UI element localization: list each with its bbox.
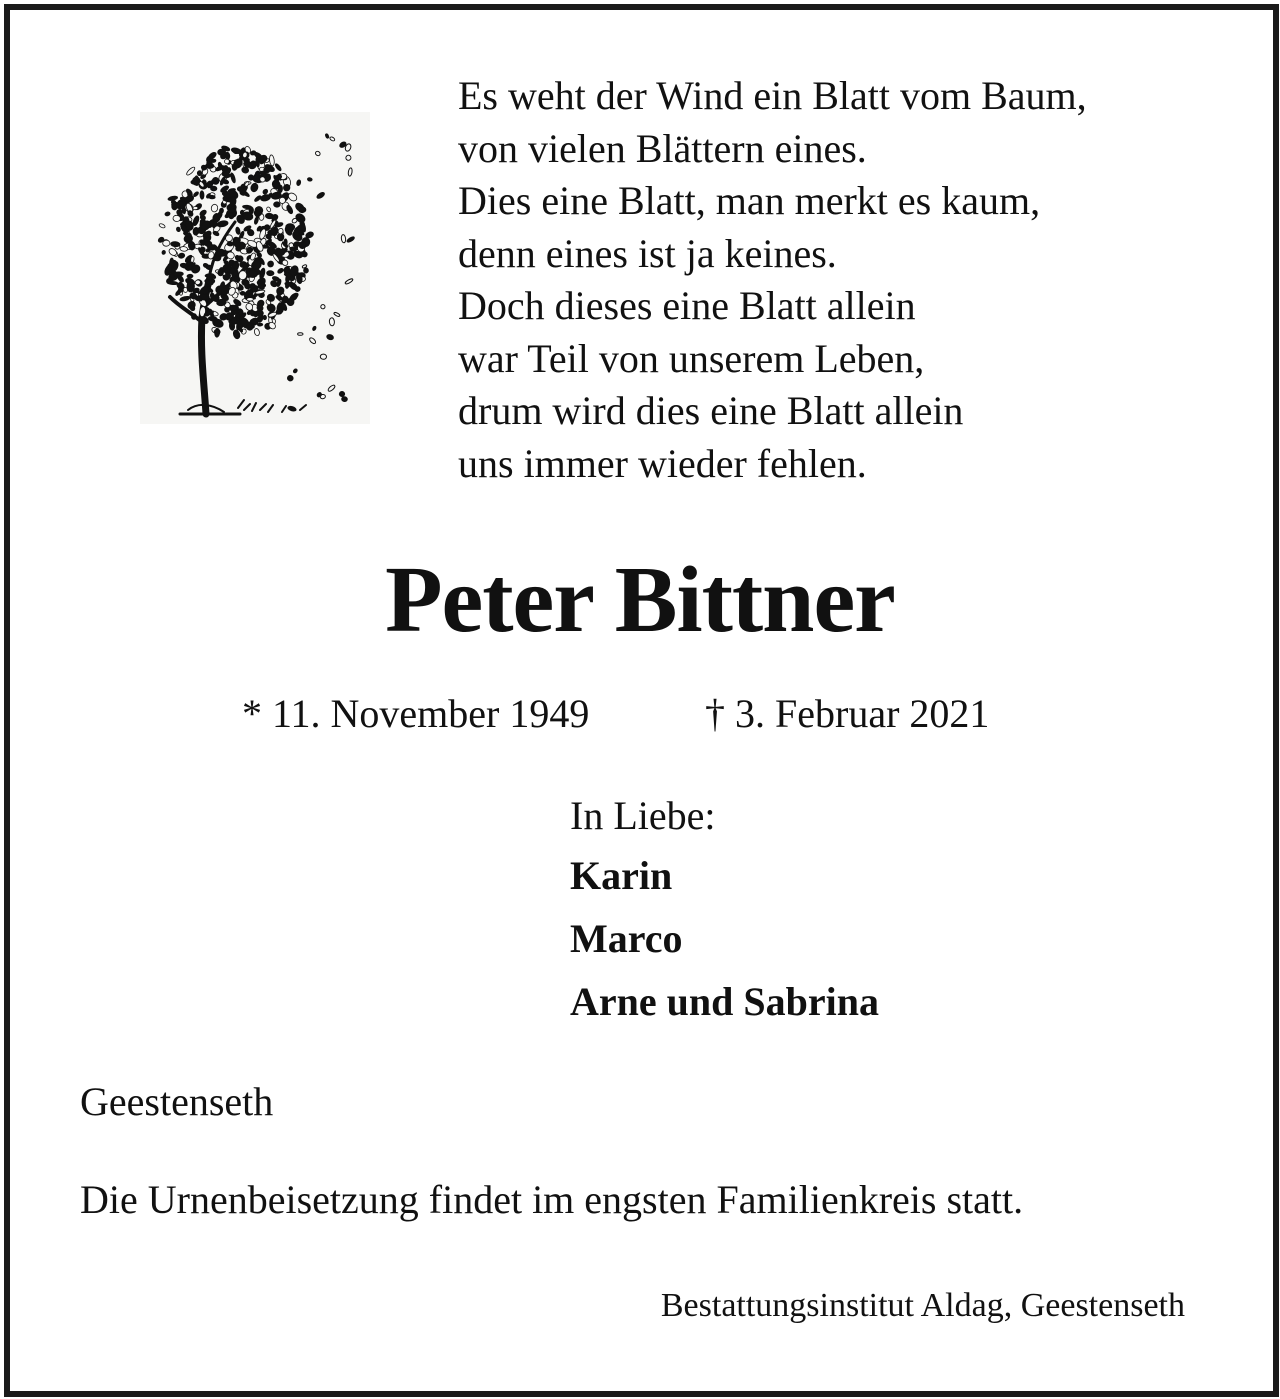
- leaf: [193, 206, 198, 209]
- leaf: [287, 191, 298, 202]
- falling-leaf: [287, 406, 296, 412]
- leaf: [235, 227, 241, 235]
- falling-leaf: [320, 354, 326, 359]
- leaf: [214, 328, 220, 337]
- leaf: [260, 194, 271, 202]
- leaf: [277, 267, 284, 274]
- mourner-name: Arne und Sabrina: [570, 979, 879, 1024]
- leaf: [225, 152, 230, 159]
- leaf: [218, 149, 224, 155]
- place-name: Geestenseth: [80, 1079, 274, 1124]
- falling-leaf: [329, 318, 335, 326]
- leaf: [179, 296, 190, 302]
- falling-leaf: [312, 326, 317, 331]
- leaf: [185, 166, 195, 176]
- leaf: [180, 246, 188, 251]
- poem-line: Dies eine Blatt, man merkt es kaum,: [458, 178, 1041, 223]
- poem-line: war Teil von unserem Leben,: [458, 335, 925, 381]
- poem-line: drum wird dies eine Blatt allein: [458, 388, 964, 433]
- leaf: [274, 163, 282, 172]
- leaf: [267, 260, 275, 268]
- falling-leaf: [333, 312, 340, 317]
- falling-leaf: [341, 396, 347, 401]
- mourners-block: [570, 788, 879, 1033]
- leaf: [289, 295, 298, 302]
- leaf: [227, 242, 233, 247]
- leaf: [298, 207, 306, 213]
- leaf: [259, 268, 266, 280]
- poem-line: Es weht der Wind ein Blatt vom Baum,: [458, 73, 1087, 118]
- poem-line: uns immer wieder fehlen.: [458, 440, 867, 486]
- falling-leaf: [325, 133, 329, 138]
- leaf: [249, 207, 254, 214]
- mourners-intro: In Liebe:: [570, 793, 716, 838]
- leaf: [254, 216, 259, 224]
- leaf: [211, 204, 219, 213]
- falling-leaf: [329, 136, 335, 141]
- falling-leaf: [341, 234, 346, 243]
- leaf: [197, 171, 202, 176]
- falling-leaf: [327, 384, 336, 392]
- leaf: [208, 316, 218, 322]
- leaf: [257, 323, 263, 326]
- leaf: [286, 204, 294, 214]
- leaf: [217, 211, 223, 219]
- leaf: [164, 211, 170, 216]
- falling-leaf: [345, 154, 352, 161]
- leaf: [199, 209, 208, 217]
- leaf: [176, 227, 181, 233]
- falling-leaf: [326, 334, 334, 341]
- burial-notice: Die Urnenbeisetzung findet im engsten Familienkreis statt.: [80, 1177, 1024, 1222]
- falling-leaf: [309, 337, 317, 345]
- death-date: † 3. Februar 2021: [705, 691, 990, 736]
- leaf: [254, 328, 260, 336]
- leaf: [247, 297, 254, 301]
- leaf: [266, 206, 272, 212]
- leaf: [213, 295, 219, 302]
- falling-leaf: [345, 278, 354, 285]
- poem-line: von vielen Blättern eines.: [458, 125, 867, 171]
- leaf: [200, 247, 205, 253]
- leaf: [162, 240, 170, 246]
- leaf: [262, 188, 269, 195]
- leaf: [200, 191, 204, 200]
- windblown-tree-icon: [140, 112, 370, 424]
- poem: [458, 70, 1218, 490]
- leaf: [173, 215, 181, 222]
- leaf: [230, 172, 236, 183]
- falling-leaf: [320, 304, 326, 310]
- leaf: [210, 186, 217, 191]
- falling-leaf: [287, 375, 294, 381]
- leaf: [213, 256, 221, 261]
- undertaker-credit: Bestattungsinstitut Aldag, Geestenseth: [660, 1287, 1185, 1324]
- leaf: [229, 212, 235, 218]
- leaf: [303, 268, 308, 274]
- leaf: [178, 253, 185, 259]
- falling-leaf: [307, 177, 312, 181]
- falling-leaf: [315, 151, 321, 157]
- falling-leaf: [293, 368, 298, 373]
- leaf: [187, 274, 193, 278]
- leaf: [263, 315, 267, 320]
- leaf: [191, 313, 197, 319]
- leaf: [230, 196, 237, 206]
- birth-date: * 11. November 1949: [242, 691, 590, 736]
- mourner-name: Karin: [570, 853, 673, 898]
- leaf: [162, 250, 166, 255]
- deceased-name: Peter Bittner: [385, 548, 895, 652]
- leaf: [193, 191, 200, 197]
- leaf: [173, 272, 183, 277]
- leaf: [158, 223, 165, 229]
- poem-line: Doch dieses eine Blatt allein: [458, 283, 916, 328]
- leaf: [168, 281, 178, 285]
- leaf: [208, 195, 215, 199]
- mourner-name: Marco: [570, 916, 683, 961]
- falling-leaf: [346, 236, 355, 243]
- leaf: [207, 151, 217, 160]
- falling-leaf: [316, 191, 325, 199]
- falling-leaf: [348, 168, 353, 177]
- leaf: [267, 271, 275, 276]
- falling-leaf: [298, 333, 303, 336]
- leaf: [274, 202, 281, 208]
- leaf: [170, 241, 180, 247]
- leaf: [269, 155, 275, 166]
- poem-line: denn eines ist ja keines.: [458, 230, 837, 276]
- falling-leaf: [296, 180, 301, 186]
- leaf: [247, 271, 257, 278]
